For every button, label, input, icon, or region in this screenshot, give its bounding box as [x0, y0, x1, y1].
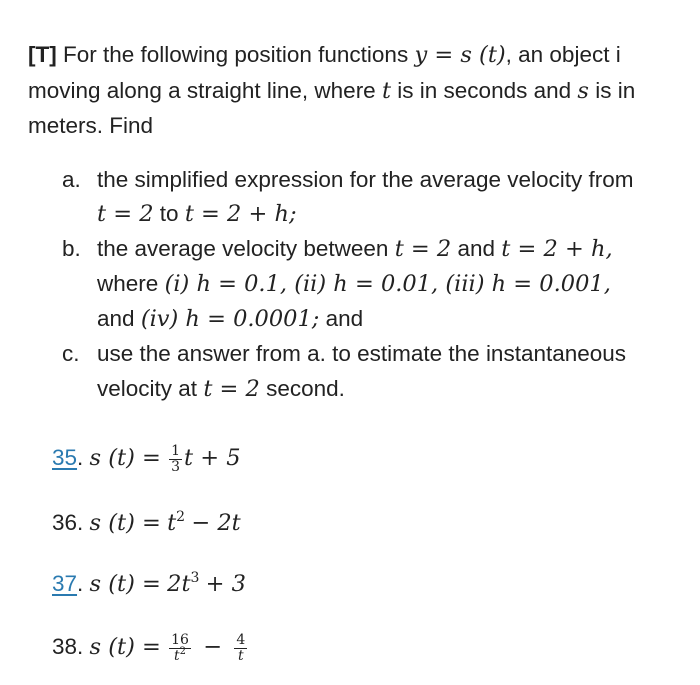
problem-38-number: 38 [52, 634, 78, 659]
item-b-line-2 [97, 269, 611, 299]
p36-rest: − 2t [191, 510, 241, 536]
p38-lhs: s (t) = [89, 634, 161, 660]
item-b-text: the average velocity between [97, 236, 389, 261]
p38-fraction-1 [169, 633, 191, 664]
p35-rest: t + 5 [184, 445, 241, 471]
intro-var-t: t [381, 78, 392, 104]
item-c-line-1: use the answer from a. to estimate the instantaneous [97, 341, 627, 366]
intro-line-1 [28, 40, 621, 70]
p38-f1-den-exp: 2 [179, 645, 187, 657]
item-c-pre: velocity at [97, 376, 198, 401]
p35-fraction [169, 444, 182, 475]
item-b-letter: b. [62, 236, 81, 261]
item-b-line-1 [97, 234, 613, 264]
intro-text-2a: moving along a straight line, where [28, 78, 376, 103]
p36-base: t [167, 510, 177, 536]
intro-text-1-tail: , an object i [505, 42, 621, 67]
intro-text-2c: is in [595, 78, 636, 103]
problem-35: 35. s (t) = $\frac{1}{3}$ t + 5 [52, 442, 241, 475]
item-b-and: and [457, 236, 496, 261]
problem-36: 36. s $(t) = t^2 - 2t$ [52, 509, 241, 536]
p38-f1-den-base: t [174, 647, 180, 664]
p38-fraction-2 [234, 633, 247, 664]
item-a-to: to [159, 201, 179, 226]
item-b-h-iv: (iv) h = 0.0001; [140, 306, 320, 332]
problem-37-link[interactable]: 37 [52, 571, 78, 596]
p38-f2-num: 4 [236, 631, 246, 648]
p35-lhs: s (t) = [89, 445, 161, 471]
p37-exp: 3 [190, 570, 200, 586]
intro-math-ys: y = s (t) [414, 42, 506, 68]
p37-lhs: s (t) = [89, 571, 161, 597]
p35-frac-den: 3 [171, 458, 181, 475]
item-b-line-3 [97, 304, 363, 334]
item-c-line-2 [97, 374, 345, 404]
item-b-math-2: t = 2 + h, [501, 236, 613, 262]
intro-line-3: meters. Find [28, 113, 154, 138]
item-b-and-2: and [97, 306, 135, 331]
intro-text-1: For the following position functions [63, 42, 409, 67]
item-a-line-2 [97, 199, 297, 229]
problem-36-number: 36 [52, 510, 78, 535]
item-b-math-1: t = 2 [394, 236, 452, 262]
p38-f1-num: 16 [171, 631, 189, 648]
problem-37: 37. s $(t) = 2t^3 + 3$ [52, 570, 246, 597]
problem-35-link[interactable]: 35 [52, 445, 78, 470]
item-a-letter: a. [62, 167, 81, 192]
intro-var-s: s [577, 78, 589, 104]
p38-f2-den: t [237, 647, 244, 664]
item-b-where: where [97, 271, 159, 296]
item-b-and-3: and [325, 306, 364, 331]
item-a-math-2: t = 2 + h; [184, 201, 297, 227]
item-a-line-1: the simplified expression for the average velocity from [97, 167, 634, 192]
item-c-post: second. [266, 376, 345, 401]
p35-frac-num: 1 [171, 442, 181, 459]
p36-lhs: s (t) = [89, 510, 161, 536]
p37-rest: + 3 [205, 571, 246, 597]
intro-line-2 [28, 76, 635, 106]
item-b-h-values: (i) h = 0.1, (ii) h = 0.01, (iii) h = 0.001, [164, 271, 611, 297]
item-c-math: t = 2 [203, 376, 260, 402]
item-c-letter: c. [62, 341, 80, 366]
problem-38: 38. s (t) = $\frac{16}{t^2}$ − $\frac{4}{t}$ [52, 631, 246, 664]
p38-minus: − [203, 634, 223, 660]
intro-text-2b: is in seconds and [397, 78, 572, 103]
p37-base: 2t [167, 571, 191, 597]
technology-marker: [T] [28, 42, 57, 67]
p36-exp: 2 [176, 509, 186, 525]
p38-f1-den [169, 645, 191, 664]
item-a-math-1: t = 2 [97, 201, 154, 227]
